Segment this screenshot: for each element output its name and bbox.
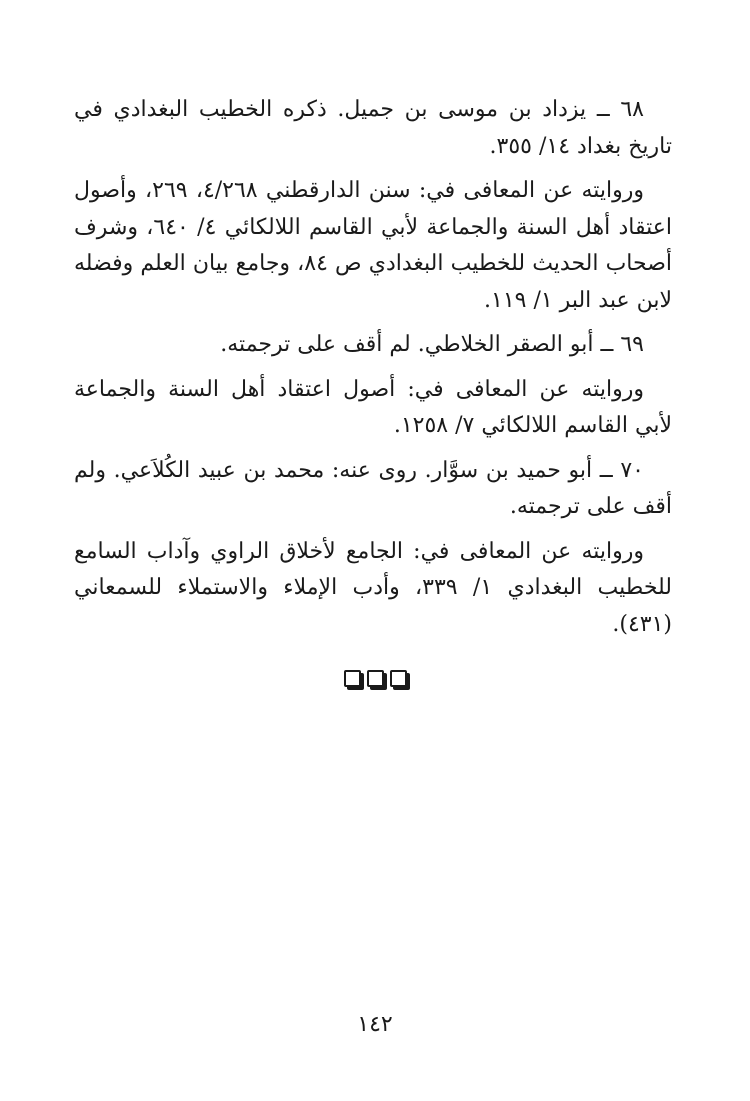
entry-70: ٧٠ ــ أبو حميد بن سوَّار. روى عنه: محمد بن عبيد الكُلاَعي. ولم أقف على ترجمته. [74,457,672,519]
entry-70-narration: وروايته عن المعافى في: الجامع لأخلاق الراوي وآداب السامع للخطيب البغدادي ١/ ٣٣٩، وأدب الإملاء والاستملاء للسمعاني (٤٣١). [74,538,673,637]
body-text [74,92,672,643]
entry-69: ٦٩ ــ أبو الصقر الخلاطي. لم أقف على ترجمته. [220,332,644,357]
page-number: ١٤٢ [357,1012,393,1037]
entry-69-narration: وروايته عن المعافى في: أصول اعتقاد أهل السنة والجماعة لأبي القاسم اللالكائي ٧/ ١٢٥٨. [74,376,672,438]
entry-68-narration: وروايته عن المعافى في: سنن الدارقطني ٤/٢٦٨، ٢٦٩، وأصول اعتقاد أهل السنة والجماعة لأبي القاسم اللالكائي ٤/ ٦٤٠، وشرف أصحاب الحديث للخطيب البغدادي ص ٨٤، وجامع بيان العلم وفضله لابن عبد البر ١/ ١١٩. [74,178,673,313]
entry-68: ٦٨ ــ يزداد بن موسى بن جميل. ذكره الخطيب البغدادي في تاريخ بغداد ١٤/ ٣٥٥. [74,97,672,159]
square-ornament-icon [344,670,361,687]
square-ornament-icon [367,670,384,687]
square-ornament-icon [390,670,407,687]
section-end-ornament [0,670,750,687]
